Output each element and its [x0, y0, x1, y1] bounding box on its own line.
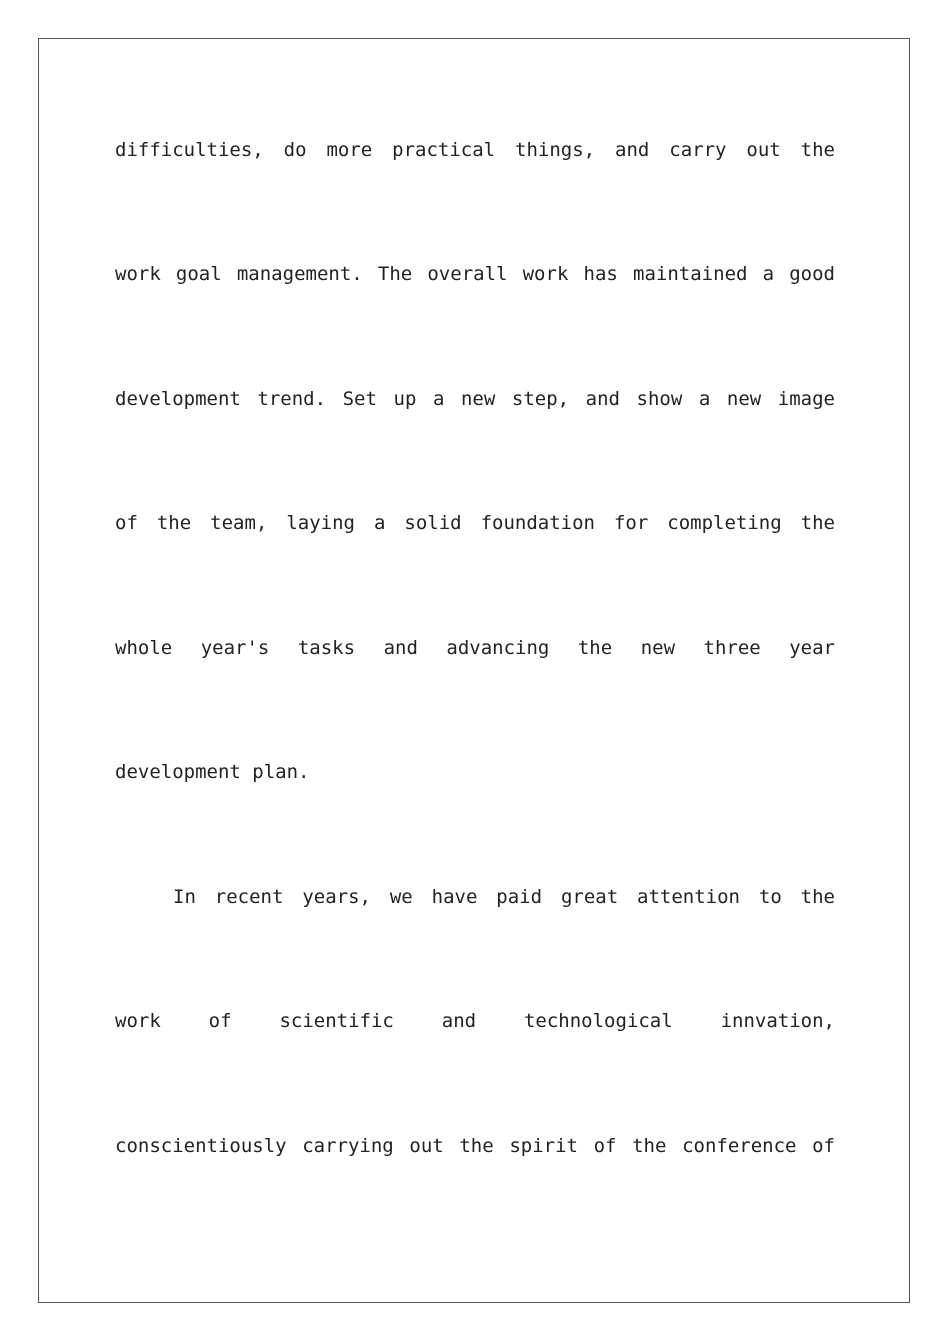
body-text-line-3: development trend. Set up a new step, and show a new image — [115, 388, 835, 410]
body-text-line-2: work goal management. The overall work has maintained a good — [115, 263, 835, 285]
body-text-line-6: development plan. — [115, 761, 310, 783]
body-text-line-9: conscientiously carrying out the spirit of the conference of — [115, 1135, 835, 1157]
paragraph-start-line: In recent years, we have paid great attention to the — [173, 886, 835, 908]
body-text-line-8: work of scientific and technological innvation, — [115, 1010, 835, 1032]
page-frame — [38, 38, 910, 1303]
body-text-line-5: whole year's tasks and advancing the new three year — [115, 637, 835, 659]
body-text-line-1: difficulties, do more practical things, and carry out the — [115, 139, 835, 161]
body-text-line-4: of the team, laying a solid foundation for completing the — [115, 512, 835, 534]
